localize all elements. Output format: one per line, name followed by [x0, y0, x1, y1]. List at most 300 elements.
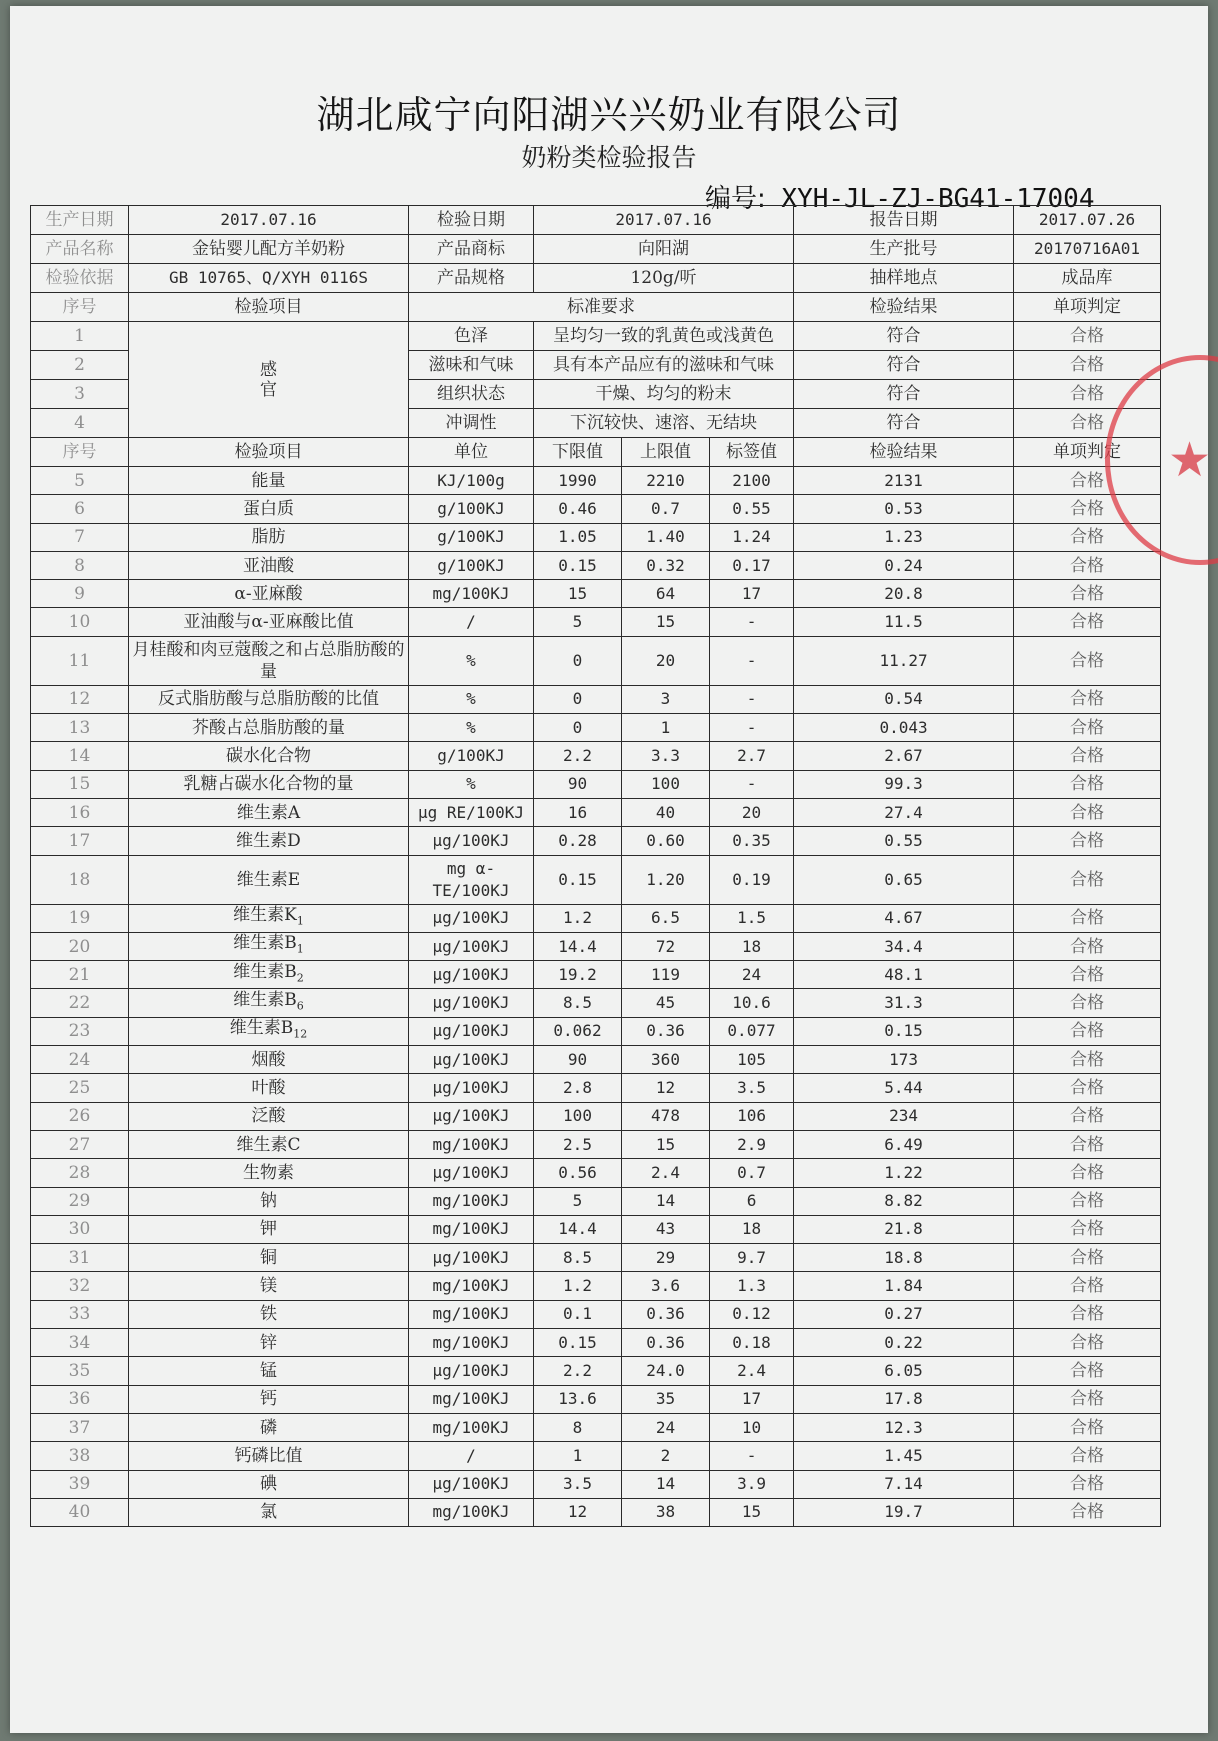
- row-result: 48.1: [794, 961, 1014, 989]
- row-upper: 24.0: [622, 1357, 710, 1385]
- row-item-name: 锰: [260, 1360, 277, 1381]
- row-judgement: 合格: [1014, 961, 1161, 989]
- row-upper: 0.36: [622, 1017, 710, 1045]
- row-seq: 34: [31, 1329, 129, 1357]
- row-label: 2100: [710, 467, 794, 495]
- row-item: [129, 608, 409, 636]
- row-upper: 43: [622, 1215, 710, 1243]
- row-unit: %: [409, 770, 534, 798]
- table-row: [31, 1357, 1161, 1385]
- col-seq-header: 序号: [31, 293, 129, 322]
- row-judgement: 合格: [1014, 1074, 1161, 1102]
- row-label: 2.7: [710, 742, 794, 770]
- row-item: [129, 1385, 409, 1413]
- row-seq: 25: [31, 1074, 129, 1102]
- table-row: [31, 1017, 1161, 1045]
- row-item-name: 磷: [260, 1417, 277, 1438]
- row-item-name: 泛酸: [251, 1106, 286, 1127]
- row-result: 1.23: [794, 523, 1014, 551]
- row-unit: %: [409, 636, 534, 685]
- row-judgement: 合格: [1014, 932, 1161, 960]
- row-item: [129, 904, 409, 932]
- row-item-name: 维生素K: [233, 905, 297, 926]
- row-lower: 2.2: [534, 1357, 622, 1385]
- trademark-label: 产品商标: [409, 235, 534, 264]
- row-item: [129, 1300, 409, 1328]
- row-lower: 0: [534, 636, 622, 685]
- sensory-attribute: 色泽: [409, 322, 534, 351]
- info-row-product: [31, 235, 1161, 264]
- row-upper: 3.3: [622, 742, 710, 770]
- row-result: 0.54: [794, 685, 1014, 713]
- col-lower-header: 下限值: [534, 438, 622, 467]
- table-row: [31, 1159, 1161, 1187]
- row-item: [129, 961, 409, 989]
- row-judgement: 合格: [1014, 1046, 1161, 1074]
- row-lower: 15: [534, 580, 622, 608]
- row-unit: g/100KJ: [409, 551, 534, 579]
- row-unit: mg/100KJ: [409, 580, 534, 608]
- row-item-name: 铜: [260, 1247, 277, 1268]
- row-label: 15: [710, 1498, 794, 1526]
- row-seq: 9: [31, 580, 129, 608]
- row-label: -: [710, 608, 794, 636]
- row-label: -: [710, 685, 794, 713]
- row-item: [129, 1357, 409, 1385]
- row-item-name: 亚油酸与α-亚麻酸比值: [183, 612, 354, 633]
- row-label: 2.4: [710, 1357, 794, 1385]
- row-result: 0.65: [794, 855, 1014, 904]
- row-seq: 2: [31, 351, 129, 380]
- row-seq: 10: [31, 608, 129, 636]
- sensory-attribute: 组织状态: [409, 380, 534, 409]
- row-seq: 22: [31, 989, 129, 1017]
- row-item: [129, 1470, 409, 1498]
- row-upper: 3: [622, 685, 710, 713]
- row-result: 6.05: [794, 1357, 1014, 1385]
- row-item-name: 生物素: [243, 1162, 294, 1183]
- row-judgement: 合格: [1014, 1300, 1161, 1328]
- row-result: 234: [794, 1102, 1014, 1130]
- row-lower: 0.15: [534, 855, 622, 904]
- row-result: 符合: [794, 380, 1014, 409]
- row-item-name: 碳水化合物: [226, 746, 311, 767]
- row-seq: 31: [31, 1244, 129, 1272]
- row-item: [129, 1017, 409, 1045]
- row-item-subscript: 2: [296, 971, 304, 984]
- row-result: 17.8: [794, 1385, 1014, 1413]
- row-seq: 40: [31, 1498, 129, 1526]
- row-item: [129, 1215, 409, 1243]
- row-item: [129, 855, 409, 904]
- table-row: [31, 798, 1161, 826]
- row-item: [129, 1413, 409, 1441]
- row-seq: 4: [31, 409, 129, 438]
- spec-value: 120g/听: [534, 264, 794, 293]
- col-item-header: 检验项目: [129, 293, 409, 322]
- row-label: 1.24: [710, 523, 794, 551]
- row-judgement: 合格: [1014, 551, 1161, 579]
- row-unit: mg/100KJ: [409, 1187, 534, 1215]
- row-upper: 100: [622, 770, 710, 798]
- row-judgement: 合格: [1014, 904, 1161, 932]
- row-seq: 38: [31, 1442, 129, 1470]
- table-row: [31, 714, 1161, 742]
- row-item-name: 维生素B: [229, 1018, 294, 1039]
- sensory-row: [31, 322, 1161, 351]
- row-seq: 19: [31, 904, 129, 932]
- row-item-name: 钙磷比值: [234, 1445, 303, 1466]
- row-label: 2.9: [710, 1130, 794, 1158]
- table-row: [31, 1470, 1161, 1498]
- row-lower: 0.1: [534, 1300, 622, 1328]
- row-judgement: 合格: [1014, 742, 1161, 770]
- col-unit-header: 单位: [409, 438, 534, 467]
- row-label: 0.18: [710, 1329, 794, 1357]
- row-upper: 64: [622, 580, 710, 608]
- row-judgement: 合格: [1014, 989, 1161, 1017]
- row-label: 9.7: [710, 1244, 794, 1272]
- row-lower: 1: [534, 1442, 622, 1470]
- row-item-name: 烟酸: [251, 1049, 286, 1070]
- row-result: 21.8: [794, 1215, 1014, 1243]
- row-item: [129, 714, 409, 742]
- row-seq: 15: [31, 770, 129, 798]
- row-upper: 3.6: [622, 1272, 710, 1300]
- row-item-name: 脂肪: [251, 527, 286, 548]
- col-seq-header: 序号: [31, 438, 129, 467]
- row-unit: μg/100KJ: [409, 1470, 534, 1498]
- row-lower: 0: [534, 685, 622, 713]
- row-item-name: 钙: [260, 1389, 277, 1410]
- row-item: [129, 685, 409, 713]
- row-seq: 20: [31, 932, 129, 960]
- row-item: [129, 1187, 409, 1215]
- row-result: 2.67: [794, 742, 1014, 770]
- basis-label: 检验依据: [31, 264, 129, 293]
- row-item-name: 维生素C: [236, 1134, 301, 1155]
- row-item: [129, 827, 409, 855]
- row-result: 5.44: [794, 1074, 1014, 1102]
- row-unit: μg/100KJ: [409, 1244, 534, 1272]
- table-row: [31, 1272, 1161, 1300]
- sensory-group-label-line2: 官: [260, 379, 277, 400]
- row-unit: μg/100KJ: [409, 1357, 534, 1385]
- row-upper: 0.32: [622, 551, 710, 579]
- row-judgement: 合格: [1014, 1215, 1161, 1243]
- report-date-label: 报告日期: [794, 206, 1014, 235]
- table-row: [31, 770, 1161, 798]
- row-unit: mg/100KJ: [409, 1329, 534, 1357]
- row-seq: 8: [31, 551, 129, 579]
- row-judgement: 合格: [1014, 1102, 1161, 1130]
- row-seq: 37: [31, 1413, 129, 1441]
- row-label: -: [710, 770, 794, 798]
- row-upper: 478: [622, 1102, 710, 1130]
- sensory-group-label-line1: 感: [260, 359, 277, 380]
- row-seq: 6: [31, 495, 129, 523]
- col-result-header: 检验结果: [794, 438, 1014, 467]
- basis-value: GB 10765、Q/XYH 0116S: [129, 264, 409, 293]
- row-unit: KJ/100g: [409, 467, 534, 495]
- product-name-label: 产品名称: [31, 235, 129, 264]
- row-item: [129, 1046, 409, 1074]
- row-seq: 1: [31, 322, 129, 351]
- row-judgement: 合格: [1014, 827, 1161, 855]
- table-row: [31, 495, 1161, 523]
- row-lower: 13.6: [534, 1385, 622, 1413]
- row-upper: 2: [622, 1442, 710, 1470]
- row-seq: 12: [31, 685, 129, 713]
- row-result: 0.22: [794, 1329, 1014, 1357]
- row-judgement: 合格: [1014, 855, 1161, 904]
- row-unit: /: [409, 608, 534, 636]
- sensory-requirement: 干燥、均匀的粉末: [534, 380, 794, 409]
- row-result: 0.15: [794, 1017, 1014, 1045]
- row-seq: 35: [31, 1357, 129, 1385]
- row-judgement: 合格: [1014, 1187, 1161, 1215]
- row-item-name: 能量: [251, 470, 286, 491]
- row-result: 8.82: [794, 1187, 1014, 1215]
- row-label: 6: [710, 1187, 794, 1215]
- sample-place-label: 抽样地点: [794, 264, 1014, 293]
- row-lower: 14.4: [534, 1215, 622, 1243]
- col-label-header: 标签值: [710, 438, 794, 467]
- row-upper: 38: [622, 1498, 710, 1526]
- row-label: 1.5: [710, 904, 794, 932]
- col-judgement-header: 单项判定: [1014, 293, 1161, 322]
- row-seq: 28: [31, 1159, 129, 1187]
- row-result: 0.043: [794, 714, 1014, 742]
- row-judgement: 合格: [1014, 1017, 1161, 1045]
- row-label: 0.35: [710, 827, 794, 855]
- row-item: [129, 636, 409, 685]
- row-label: 0.077: [710, 1017, 794, 1045]
- row-unit: g/100KJ: [409, 523, 534, 551]
- row-judgement: 合格: [1014, 1442, 1161, 1470]
- batch-value: 20170716A01: [1014, 235, 1161, 264]
- row-lower: 3.5: [534, 1470, 622, 1498]
- company-name: 湖北咸宁向阳湖兴兴奶业有限公司: [316, 93, 902, 137]
- row-judgement: 合格: [1014, 467, 1161, 495]
- info-row-dates: [31, 206, 1161, 235]
- row-item: [129, 467, 409, 495]
- row-seq: 23: [31, 1017, 129, 1045]
- row-item-name: 碘: [260, 1474, 277, 1495]
- sensory-requirement: 呈均匀一致的乳黄色或浅黄色: [534, 322, 794, 351]
- row-upper: 40: [622, 798, 710, 826]
- row-judgement: 合格: [1014, 1329, 1161, 1357]
- row-seq: 7: [31, 523, 129, 551]
- row-item: [129, 1442, 409, 1470]
- row-label: 24: [710, 961, 794, 989]
- row-judgement: 合格: [1014, 1130, 1161, 1158]
- row-seq: 21: [31, 961, 129, 989]
- batch-label: 生产批号: [794, 235, 1014, 264]
- sensory-requirement: 下沉较快、速溶、无结块: [534, 409, 794, 438]
- row-upper: 0.36: [622, 1300, 710, 1328]
- row-judgement: 合格: [1014, 495, 1161, 523]
- report-title: 奶粉类检验报告: [521, 143, 697, 172]
- table-row: [31, 1442, 1161, 1470]
- row-unit: g/100KJ: [409, 495, 534, 523]
- row-result: 34.4: [794, 932, 1014, 960]
- table-row: [31, 1329, 1161, 1357]
- row-item-name: 维生素D: [236, 830, 301, 851]
- row-item-name: 维生素B: [233, 961, 297, 982]
- row-upper: 360: [622, 1046, 710, 1074]
- row-upper: 0.36: [622, 1329, 710, 1357]
- row-item-name: 钾: [260, 1219, 277, 1240]
- row-seq: 39: [31, 1470, 129, 1498]
- row-item-name: 镁: [260, 1276, 277, 1297]
- row-result: 0.55: [794, 827, 1014, 855]
- row-lower: 1990: [534, 467, 622, 495]
- row-upper: 72: [622, 932, 710, 960]
- row-upper: 29: [622, 1244, 710, 1272]
- row-result: 12.3: [794, 1413, 1014, 1441]
- row-item: [129, 932, 409, 960]
- row-item: [129, 1498, 409, 1526]
- row-item-subscript: 12: [293, 1027, 308, 1041]
- row-result: 19.7: [794, 1498, 1014, 1526]
- row-seq: 18: [31, 855, 129, 904]
- row-unit: μg/100KJ: [409, 1159, 534, 1187]
- row-unit: mg/100KJ: [409, 1215, 534, 1243]
- row-item: [129, 1130, 409, 1158]
- row-upper: 1.20: [622, 855, 710, 904]
- row-upper: 15: [622, 1130, 710, 1158]
- row-seq: 26: [31, 1102, 129, 1130]
- row-judgement: 合格: [1014, 714, 1161, 742]
- row-label: 106: [710, 1102, 794, 1130]
- sensory-requirement: 具有本产品应有的滋味和气味: [534, 351, 794, 380]
- document-number-label: 编号:: [705, 184, 766, 214]
- row-upper: 35: [622, 1385, 710, 1413]
- table-row: [31, 1244, 1161, 1272]
- row-result: 173: [794, 1046, 1014, 1074]
- table-row: [31, 1413, 1161, 1441]
- table-row: [31, 904, 1161, 932]
- row-item-name: 反式脂肪酸与总脂肪酸的比值: [158, 689, 379, 710]
- row-item-name: 锌: [260, 1332, 277, 1353]
- row-item: [129, 1102, 409, 1130]
- table-row: [31, 961, 1161, 989]
- row-result: 11.27: [794, 636, 1014, 685]
- row-unit: μg/100KJ: [409, 1102, 534, 1130]
- row-result: 20.8: [794, 580, 1014, 608]
- row-label: 1.3: [710, 1272, 794, 1300]
- row-item-name: 铁: [260, 1304, 277, 1325]
- row-judgement: 合格: [1014, 608, 1161, 636]
- row-lower: 8: [534, 1413, 622, 1441]
- col-standard-header: 标准要求: [409, 293, 794, 322]
- row-unit: mg/100KJ: [409, 1130, 534, 1158]
- row-item-name: 钠: [260, 1191, 277, 1212]
- table-row: [31, 608, 1161, 636]
- row-item: [129, 1329, 409, 1357]
- row-judgement: 合格: [1014, 1413, 1161, 1441]
- row-item: [129, 1244, 409, 1272]
- row-lower: 90: [534, 770, 622, 798]
- trademark-value: 向阳湖: [534, 235, 794, 264]
- row-seq: 33: [31, 1300, 129, 1328]
- row-judgement: 合格: [1014, 580, 1161, 608]
- row-judgement: 合格: [1014, 1159, 1161, 1187]
- table-row: [31, 1074, 1161, 1102]
- table-row: [31, 685, 1161, 713]
- row-item-name: 月桂酸和肉豆蔻酸之和占总脂肪酸的量: [132, 639, 405, 682]
- row-unit: μg/100KJ: [409, 904, 534, 932]
- row-lower: 1.05: [534, 523, 622, 551]
- row-label: 17: [710, 580, 794, 608]
- row-lower: 0.46: [534, 495, 622, 523]
- info-row-basis: [31, 264, 1161, 293]
- row-item: [129, 551, 409, 579]
- insp-date-value: 2017.07.16: [534, 206, 794, 235]
- table-row: [31, 932, 1161, 960]
- row-item-name: 芥酸占总脂肪酸的量: [192, 717, 345, 738]
- row-item-name: 维生素E: [236, 869, 301, 890]
- row-result: 0.24: [794, 551, 1014, 579]
- row-item-name: 维生素A: [236, 802, 301, 823]
- row-unit: mg/100KJ: [409, 1300, 534, 1328]
- row-lower: 5: [534, 608, 622, 636]
- row-unit: mg/100KJ: [409, 1413, 534, 1441]
- row-upper: 0.7: [622, 495, 710, 523]
- table-row: [31, 551, 1161, 579]
- row-result: 1.22: [794, 1159, 1014, 1187]
- row-item-name: 乳糖占碳水化合物的量: [183, 774, 354, 795]
- row-label: 0.12: [710, 1300, 794, 1328]
- prod-date-label: 生产日期: [31, 206, 129, 235]
- row-item-name: 氯: [260, 1502, 277, 1523]
- row-label: 10: [710, 1413, 794, 1441]
- row-item: [129, 989, 409, 1017]
- row-lower: 0.56: [534, 1159, 622, 1187]
- table-row: [31, 1102, 1161, 1130]
- row-result: 符合: [794, 322, 1014, 351]
- row-unit: μg/100KJ: [409, 1074, 534, 1102]
- row-lower: 2.5: [534, 1130, 622, 1158]
- row-upper: 12: [622, 1074, 710, 1102]
- col-upper-header: 上限值: [622, 438, 710, 467]
- row-result: 11.5: [794, 608, 1014, 636]
- spec-label: 产品规格: [409, 264, 534, 293]
- row-seq: 14: [31, 742, 129, 770]
- row-unit: g/100KJ: [409, 742, 534, 770]
- row-label: 18: [710, 1215, 794, 1243]
- row-unit: μg/100KJ: [409, 932, 534, 960]
- row-lower: 16: [534, 798, 622, 826]
- row-upper: 2210: [622, 467, 710, 495]
- row-lower: 12: [534, 1498, 622, 1526]
- row-label: 10.6: [710, 989, 794, 1017]
- row-judgement: 合格: [1014, 1385, 1161, 1413]
- col-item-header: 检验项目: [129, 438, 409, 467]
- row-label: 3.5: [710, 1074, 794, 1102]
- row-label: -: [710, 1442, 794, 1470]
- row-unit: μg/100KJ: [409, 1046, 534, 1074]
- row-seq: 32: [31, 1272, 129, 1300]
- row-judgement: 合格: [1014, 523, 1161, 551]
- row-item: [129, 1074, 409, 1102]
- row-item-subscript: 6: [296, 999, 304, 1013]
- row-item-subscript: 1: [296, 914, 304, 928]
- row-item: [129, 495, 409, 523]
- row-judgement: 合格: [1014, 1498, 1161, 1526]
- row-unit: mg α-TE/100KJ: [409, 855, 534, 904]
